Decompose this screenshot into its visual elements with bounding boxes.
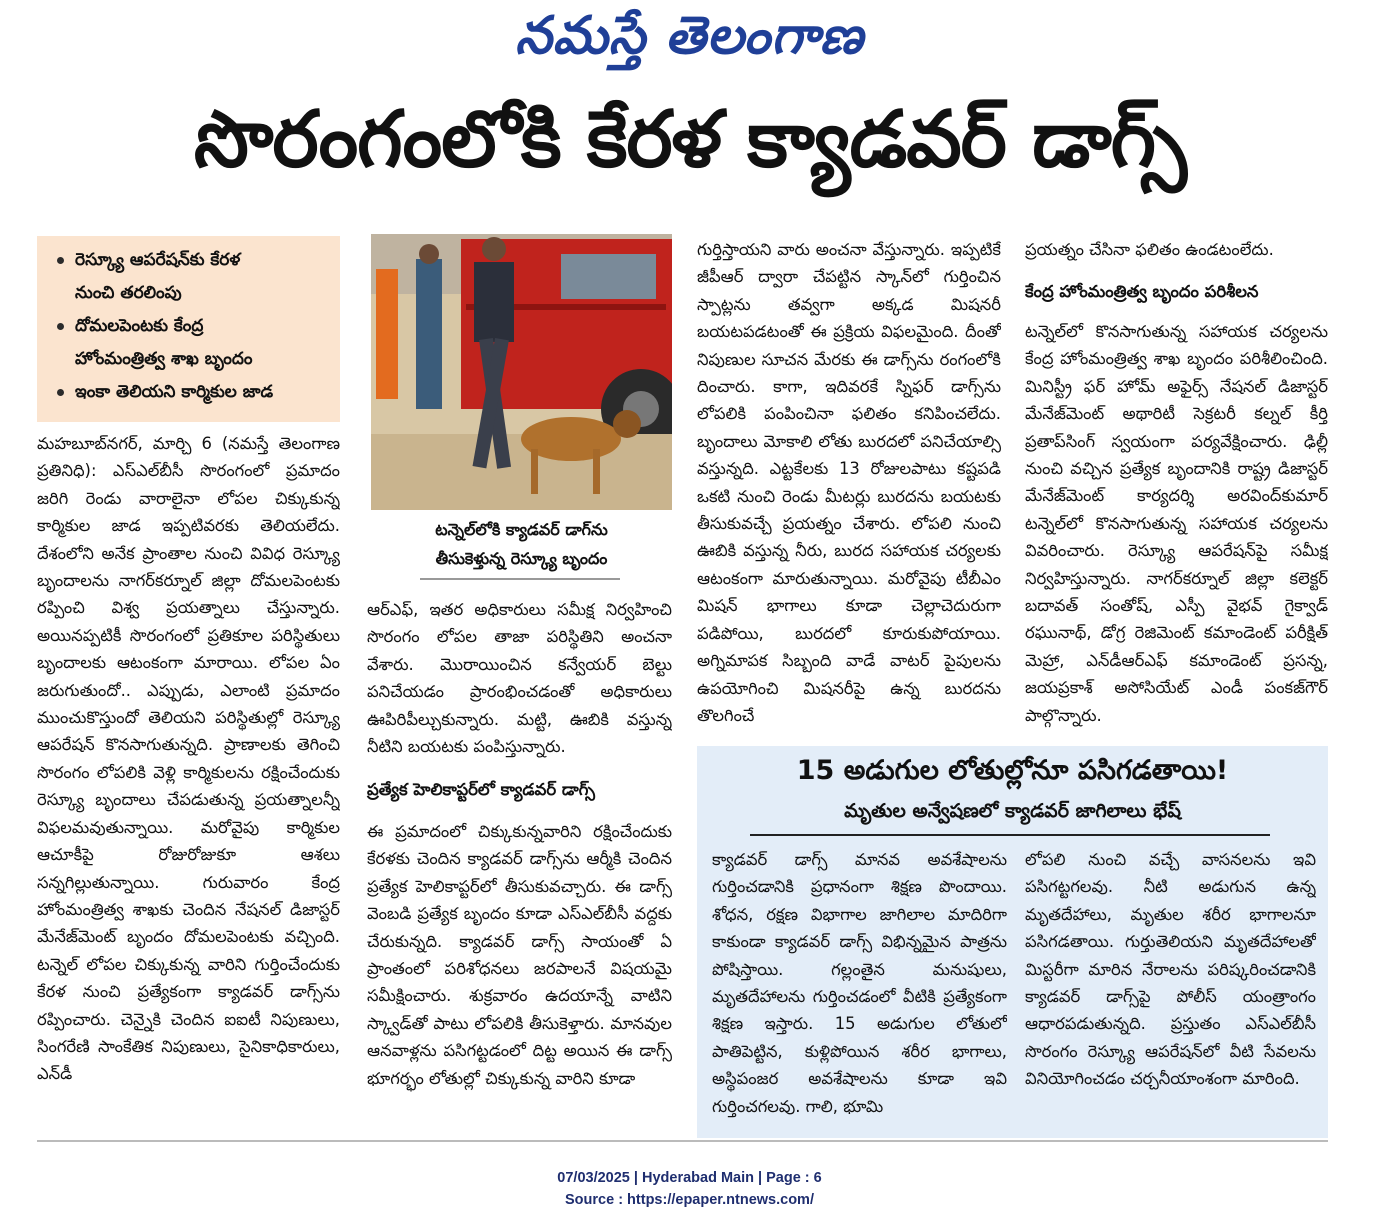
article-photo bbox=[371, 234, 672, 510]
caption-divider bbox=[420, 578, 620, 580]
masthead-logo: నమస్తే తెలంగాణ bbox=[515, 6, 864, 66]
highlight-item: దోమలపెంటకు కేంద్ర bbox=[57, 310, 334, 343]
sidebar-column-right bbox=[1025, 846, 1316, 1124]
page-bottom-rule bbox=[37, 1140, 1328, 1142]
sidebar-body: క్యాడవర్ డాగ్స్ మానవ అవశేషాలను గుర్తించడానికి ప్రధానంగా శిక్షణ పొందాయి. శోధన, రక్షణ విభాగాల జాగిలాల మాదిరిగా కాకుండా క్యాడవర్ డాగ్స్ విభిన్నమైన పాత్రను పోషిస్తాయి. గల్లంతైన మనుషులు, మృతదేహాలను గుర్తించడంలో వీటికి ప్రత్యేకంగా శిక్షణ ఇస్తారు. 15 అడుగుల లోతులో పాతిపెట్టిన, కుళ్లిపోయిన శరీర భాగాలు, అస్థిపంజర అవశేషాలను కూడా ఇవి గుర్తించగలవు. గాలి, భూమి bbox=[712, 850, 1007, 1116]
footer-source: Source : https://epaper.ntnews.com/ bbox=[565, 1192, 814, 1208]
highlight-item: రెస్క్యూ ఆపరేషన్‌కు కేరళ bbox=[57, 244, 334, 277]
article-column-4-bottom bbox=[1025, 318, 1328, 736]
footer-date-page: 07/03/2025 | Hyderabad Main | Page : 6 bbox=[557, 1170, 822, 1186]
section-subhead: కేంద్ర హోంమంత్రిత్వ బృందం పరిశీలన bbox=[1025, 282, 1259, 301]
bullet-icon bbox=[57, 257, 64, 264]
highlight-item-cont: నుంచి తరలింపు bbox=[75, 283, 182, 303]
article-column-2-bottom bbox=[367, 818, 672, 1135]
article-column-4-top bbox=[1025, 236, 1328, 266]
sidebar-body: లోపలి నుంచి వచ్చే వాసనలను ఇవి పసిగట్టగలవు. నీటి అడుగున ఉన్న మృతదేహాలు, మృతుల శరీర భాగాలనూ పసిగడతాయి. గుర్తుతెలియని మృతదేహాలతో మిస్టరీగా మారిన నేరాలను పరిష్కరించడానికి క్యాడవర్ డాగ్స్‌పై పోలీస్ యంత్రాంగం ఆధారపడుతున్నది. ప్రస్తుతం ఎస్‌ఎల్‌బీసీ సొరంగం రెస్క్యూ ఆపరేషన్‌లో వీటి సేవలను వినియోగించడం చర్చనీయాంశంగా మారింది. bbox=[1025, 850, 1316, 1089]
article-body: గుర్తిస్తాయని వారు అంచనా వేస్తున్నారు. ఇప్పటికే జీపీఆర్ ద్వారా చేపట్టిన స్కాన్‌లో గుర్తించిన స్పాట్లను తవ్వగా అక్కడ మిషనరీ బయటపడటంతో ఈ ప్రక్రియ విఫలమైంది. దీంతో నిపుణుల సూచన మేరకు ఈ డాగ్స్‌ను రంగంలోకి దించారు. కాగా, ఇదివరకే స్నిఫర్ డాగ్స్‌ను లోపలికి పంపించినా ఫలితం కనిపించలేదు. బృందాలు మోకాలి లోతు బురదలో పనిచేయాల్సి వస్తున్నది. ఎట్టకేలకు 13 రోజులపాటు కష్టపడి ఒకటి నుంచి రెండు మీటర్లు బురదను బయటకు తీసుకువచ్చే ప్రయత్నం చేశారు. లోపలి నుంచి ఊబికి వస్తున్న నీరు, బురద సహాయక చర్యలకు ఆటంకంగా మారుతున్నాయి. మరోవైపు టీబీఎం మిషన్ భాగాలు కూడా చెల్లాచెదురుగా పడిపోయి, బురదలో కూరుకుపోయాయి. అగ్నిమాపక సిబ్బంది వాడే వాటర్ పైపులను ఉపయోగించి మిషనరీపై ఉన్న బురదను తొలగించే bbox=[697, 240, 1001, 725]
sidebar-subtitle: మృతుల అన్వేషణలో క్యాడవర్ జాగిలాలు భేష్ bbox=[844, 800, 1181, 822]
headline: సొరంగంలోకి కేరళ క్యాడవర్ డాగ్స్ bbox=[193, 95, 1187, 185]
highlights-box bbox=[37, 236, 340, 422]
article-column-2-top bbox=[367, 596, 672, 760]
highlight-item-cont: హోంమంత్రిత్వ శాఖ బృందం bbox=[75, 349, 253, 369]
photo-caption: టన్నెల్‌లోకి క్యాడవర్ డాగ్‌ను తీసుకెళ్తున్న రెస్క్యూ బృందం bbox=[435, 520, 608, 568]
article-body: ఈ ప్రమాదంలో చిక్కుకున్నవారిని రక్షించేందుకు కేరళకు చెందిన క్యాడవర్ డాగ్స్‌ను ఆర్మీకి చెందిన ప్రత్యేక హెలికాప్టర్‌లో తీసుకువచ్చారు. ఈ డాగ్స్ వెంబడి ప్రత్యేక బృందం కూడా ఎస్‌ఎల్‌బీసీ వద్దకు చేరుకున్నది. క్యాడవర్ డాగ్స్ సాయంతో ఏ ప్రాంతంలో పరిశోధనలు జరపాలనే విషయమై సమీక్షించారు. శుక్రవారం ఉదయాన్నే వాటిని స్క్వాడ్‌తో పాటు లోపలికి తీసుకెళ్తారు. మానవుల ఆనవాళ్లను పసిగట్టడంలో దిట్ట అయిన ఈ డాగ్స్ భూగర్భం లోతుల్లో చిక్కుకున్న వారిని కూడా bbox=[367, 822, 672, 1088]
article-body: మహబూబ్‌నగర్, మార్చి 6 (నమస్తే తెలంగాణ ప్రతినిధి): ఎస్‌ఎల్‌బీసీ సొరంగంలో ప్రమాదం జరిగి రెండు వారాలైనా లోపల చిక్కుకున్న కార్మికుల జాడ ఇప్పటివరకు తెలియలేదు. దేశంలోని అనేక ప్రాంతాల నుంచి వివిధ రెస్క్యూ బృందాలను నాగర్‌కర్నూల్ జిల్లా దోమలపెంటకు రప్పించి విశ్వ ప్రయత్నాలు చేస్తున్నారు. అయినప్పటికీ సొరంగంలో ప్రతికూల పరిస్థితులు బృందాలకు ఆటంకంగా మారాయి. లోపల ఏం జరుగుతుందో.. ఎప్పుడు, ఎలాంటి ప్రమాదం ముంచుకొస్తుందో తెలియని పరిస్థితుల్లో రెస్క్యూ ఆపరేషన్ కొనసాగుతున్నది. ప్రాణాలకు తెగించి సొరంగం లోపలికి వెళ్లి కార్మికులను రక్షించేందుకు రెస్క్యూ బృందాలు చేపడుతున్న ప్రయత్నాలన్నీ విఫలమవుతున్నాయి. మరోవైపు కార్మికుల ఆచూకీపై రోజురోజుకూ ఆశలు సన్నగిల్లుతున్నాయి. గురువారం కేంద్ర హోంమంత్రిత్వ శాఖకు చెందిన నేషనల్ డిజాస్టర్ మేనేజ్‌మెంట్ బృందం దోమలపెంటకు వచ్చింది. టన్నెల్ లోపల చిక్కుకున్న వారిని గుర్తించేందుకు కేరళ నుంచి ప్రత్యేకంగా క్యాడవర్ డాగ్స్‌ను రప్పించారు. చెన్నైకి చెందిన ఐఐటీ నిపుణులు, సింగరేణి సాంకేతిక నిపుణులు, సైనికాధికారులు, ఎన్‌డీ bbox=[37, 434, 340, 1084]
bullet-icon bbox=[57, 389, 64, 396]
sidebar-title: 15 అడుగుల లోతుల్లోనూ పసిగడతాయి! bbox=[796, 755, 1229, 786]
bullet-icon bbox=[57, 323, 64, 330]
highlight-item: ఇంకా తెలియని కార్మికుల జాడ bbox=[57, 376, 334, 409]
article-column-1 bbox=[37, 430, 340, 1135]
article-body: టన్నెల్‌లో కొనసాగుతున్న సహాయక చర్యలను కేంద్ర హోంమంత్రిత్వ శాఖ బృందం పరిశీలించింది. మినిస్ట్రీ ఫర్ హోమ్ అఫైర్స్ నేషనల్ డిజాస్టర్ మేనేజ్‌మెంట్ అథారిటీ సెక్రటరీ కల్నల్ కీర్తి ప్రతాప్‌సింగ్ స్వయంగా పర్యవేక్షించారు. ఢిల్లీ నుంచి వచ్చిన ప్రత్యేక బృందానికి రాష్ట్ర డిజాస్టర్ మేనేజ్‌మెంట్ కార్యదర్శి అరవింద్‌కుమార్ టన్నెల్‌లో కొనసాగుతున్న సహాయక చర్యలను వివరించారు. రెస్క్యూ ఆపరేషన్‌పై సమీక్ష నిర్వహిస్తున్నారు. నాగర్‌కర్నూల్ జిల్లా కలెక్టర్ బదావత్ సంతోష్, ఎస్పీ వైభవ్ గైక్వాడ్ రఘునాథ్, డోగ్ర రెజిమెంట్ కమాండెంట్ పరీక్షిత్ మెహ్రా, ఎన్‌డీఆర్‌ఎఫ్ కమాండెంట్ ప్రసన్న, జయప్రకాశ్ అసోసియేట్ ఎండీ పంకజ్‌గౌర్ పాల్గొన్నారు. bbox=[1025, 322, 1328, 725]
section-subhead: ప్రత్యేక హెలికాప్టర్‌లో క్యాడవర్ డాగ్స్ bbox=[367, 780, 595, 799]
article-body: ఆర్‌ఎఫ్, ఇతర అధికారులు సమీక్ష నిర్వహించి సొరంగం లోపల తాజా పరిస్థితిని అంచనా వేశారు. మొరాయించిన కన్వేయర్ బెల్టు పనిచేయడం ప్రారంభించడంతో అధికారులు ఊపిరిపీల్చుకున్నారు. మట్టి, ఊబికి వస్తున్న నీటిని బయటకు పంపిస్తున్నారు. bbox=[367, 600, 672, 757]
article-column-3 bbox=[697, 236, 1001, 736]
sidebar-column-left bbox=[712, 846, 1007, 1124]
sidebar-divider bbox=[750, 834, 1270, 836]
rescue-dog-photo bbox=[371, 234, 672, 510]
article-body: ప్రయత్నం చేసినా ఫలితం ఉండటంలేదు. bbox=[1025, 240, 1274, 259]
